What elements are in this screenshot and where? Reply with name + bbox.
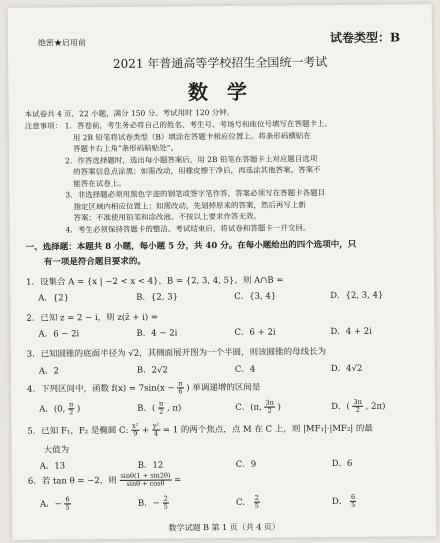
q4-frac-den: 6: [178, 387, 183, 396]
section-heading-cont: 有一项是符合题目要求的。: [43, 256, 146, 268]
q6-frac-num: sinθ(1 + sin2θ): [120, 471, 171, 480]
q2-option-d[interactable]: D．4 + 2i: [330, 326, 372, 338]
q5-frac1-num: x²: [132, 421, 139, 430]
q5-fraction-x: [131, 423, 139, 438]
q6-option-a[interactable]: [40, 496, 71, 511]
q6-fraction: [119, 472, 171, 487]
q4-stem-start: 4．下列区间中，函数 f(x) = 7sin(x −: [26, 383, 175, 395]
q5-option-d[interactable]: D．6: [331, 458, 353, 470]
q5-frac2-den: 4: [153, 429, 159, 438]
q6-option-c[interactable]: [236, 495, 260, 510]
notice-line: 答题卡右上角“条形码粘贴处”。: [72, 143, 179, 154]
q6-a-den: 5: [65, 503, 70, 512]
q6-c-num: 2: [254, 493, 259, 502]
question-5-stem: [27, 421, 373, 439]
q4-d-num: 3π: [353, 397, 362, 406]
q6-c-den: 5: [254, 501, 259, 510]
q4-frac-num: π: [178, 379, 183, 388]
notice-line: 用 2B 铅笔将试卷类型（B）填涂在答题卡相应位置上。将条形码横贴在: [72, 130, 311, 142]
q4-stem-end: ) 单调递增的区间是: [186, 382, 261, 394]
q5-frac2-num: y²: [152, 421, 160, 430]
exam-paper: [8, 4, 437, 540]
notice-line: 3．非选择题必须用黑色字迹的钢笔或签字笔作答，答案必须写在答题卡各题目: [65, 188, 326, 200]
q4-a-num: π: [68, 400, 74, 409]
q6-b-label: B．−: [137, 498, 160, 509]
q4-a-tail: ): [76, 404, 81, 415]
q6-d-num: 6: [350, 492, 356, 501]
q4-a-label: A．(0,: [39, 404, 66, 415]
question-5-stem-cont: 大值为: [43, 445, 70, 456]
q5-option-b[interactable]: B．12: [137, 460, 164, 471]
q4-option-c[interactable]: [235, 399, 281, 414]
q1-option-a[interactable]: A．{2}: [38, 293, 70, 304]
notice-line: 2．作答选择题时，选出每小题答案后，用 2B 铅笔在答题卡上对应题目选项: [64, 153, 318, 165]
notice-label: 注意事项：: [24, 121, 63, 131]
exam-info: 本试卷共 4 页，22 小题，满分 150 分。考试用时 120 分钟。: [24, 107, 235, 119]
q4-c-tail: ): [277, 402, 281, 413]
q3-option-b[interactable]: B．2√2: [136, 365, 168, 376]
q2-option-c[interactable]: C．6 + 2i: [234, 327, 276, 338]
q4-d-fraction: [352, 399, 363, 414]
q6-c-label: C．: [235, 497, 252, 508]
q6-option-d[interactable]: [332, 494, 356, 509]
q6-a-num: 6: [65, 495, 70, 504]
q4-fraction: [177, 380, 183, 395]
q5-option-c[interactable]: C．9: [235, 459, 257, 470]
q4-b-fraction: [158, 401, 164, 416]
notice-line: 4．考生必须保持答题卡的整洁。考试结束后，将试卷和答题卡一并交回。: [65, 222, 311, 234]
q5-fraction-y: [152, 423, 160, 438]
q4-b-tail: , π): [166, 403, 182, 414]
q6-frac-den: sinθ + cosθ: [126, 479, 165, 488]
q5-stem-end: = 1 的两个焦点，点 M 在 C 上，则 |MF₁|·|MF₂| 的最: [162, 423, 373, 436]
q2-option-b[interactable]: B．4 − 2i: [136, 328, 178, 339]
q6-a-label: A．−: [39, 499, 62, 510]
q3-option-d[interactable]: D．4√2: [330, 363, 363, 375]
q1-option-b[interactable]: B．{2, 3}: [136, 292, 179, 303]
q3-option-c[interactable]: C．4: [234, 364, 256, 375]
page-footer: 数学试题 B 第 1 页（共 4 页）: [168, 522, 280, 533]
q6-stem-end: =: [174, 475, 182, 486]
q4-c-num: 3π: [265, 398, 274, 407]
q6-option-b[interactable]: [138, 495, 169, 510]
q6-b-fraction: [163, 495, 169, 510]
question-1-stem: 1．设集合 A = {x | −2 < x < 4}，B = {2, 3, 4, 5}，则 A∩B =: [26, 275, 284, 288]
q5-plus: +: [142, 425, 150, 436]
q3-option-a[interactable]: A．2: [38, 366, 59, 377]
notice-line: 答案；不准使用铅笔和涂改液。不按以上要求作答无效。: [73, 211, 262, 223]
notice-line: 指定区域内相应位置上；如需改动，先划掉原来的答案，然后再写上新: [73, 199, 306, 211]
question-6-stem: [28, 472, 182, 488]
q6-b-num: 2: [163, 494, 168, 503]
q4-option-a[interactable]: [39, 401, 80, 416]
question-3-stem: 3．已知圆锥的底面半径为 √2，其侧面展开图为一个半圆，则该圆锥的母线长为: [26, 347, 327, 360]
q6-b-den: 5: [163, 502, 168, 511]
q4-b-den: 2: [159, 407, 164, 416]
q4-d-label: D．(: [331, 401, 350, 413]
confidential-label: 绝密★启用前: [37, 38, 87, 48]
q4-a-fraction: [68, 401, 74, 416]
notice-line: 能答在试卷上。: [73, 178, 126, 188]
q6-c-fraction: [254, 495, 260, 510]
q4-option-d[interactable]: [331, 399, 385, 414]
notice-line: 的答案信息点涂黑；如需改动，用橡皮擦干净后，再选涂其他答案。答案不: [73, 165, 321, 177]
q1-option-d[interactable]: D．{2, 3, 4}: [330, 290, 384, 302]
q4-c-den: 2: [267, 406, 272, 415]
question-2-stem: 2．已知 z = 2 − i，则 z(z̄ + i) =: [26, 312, 159, 324]
question-4-stem: [27, 380, 260, 397]
subject-title: 数 学: [187, 79, 254, 105]
q6-stem-start: 6．若 tan θ = −2，则: [27, 475, 117, 487]
q6-d-label: D．: [331, 496, 348, 508]
q4-c-fraction: [264, 400, 275, 415]
q6-d-fraction: [350, 494, 356, 509]
q5-stem-start: 5．已知 F₁，F₂ 是椭圆 C:: [27, 425, 129, 437]
q4-c-label: C．(π,: [235, 402, 262, 413]
exam-title: 2021 年普通高等学校招生全国统一考试: [112, 55, 328, 71]
notice-line: 1．答卷前，考生务必将自己的姓名、考生号、考场号和座位号填写在答题卡上。: [64, 119, 333, 131]
q5-frac1-den: 9: [133, 429, 138, 438]
q4-b-num: π: [158, 399, 164, 408]
q1-option-c[interactable]: C．{3, 4}: [234, 291, 277, 302]
q2-option-a[interactable]: A．6 − 2i: [38, 329, 80, 340]
q5-option-a[interactable]: A．13: [39, 461, 66, 472]
q6-a-fraction: [64, 496, 70, 511]
q4-option-b[interactable]: [137, 400, 181, 415]
q4-d-tail: , 2π): [365, 401, 386, 412]
q6-d-den: 5: [351, 500, 356, 509]
q4-d-den: 2: [355, 405, 360, 414]
section-heading: 一、选择题：本题共 8 小题，每小题 5 分，共 40 分。在每小题给出的四个选项中，只: [25, 239, 357, 253]
q4-a-den: 2: [69, 408, 74, 417]
paper-type-label: 试卷类型：B: [329, 30, 401, 46]
q4-b-label: B．(: [137, 403, 156, 414]
